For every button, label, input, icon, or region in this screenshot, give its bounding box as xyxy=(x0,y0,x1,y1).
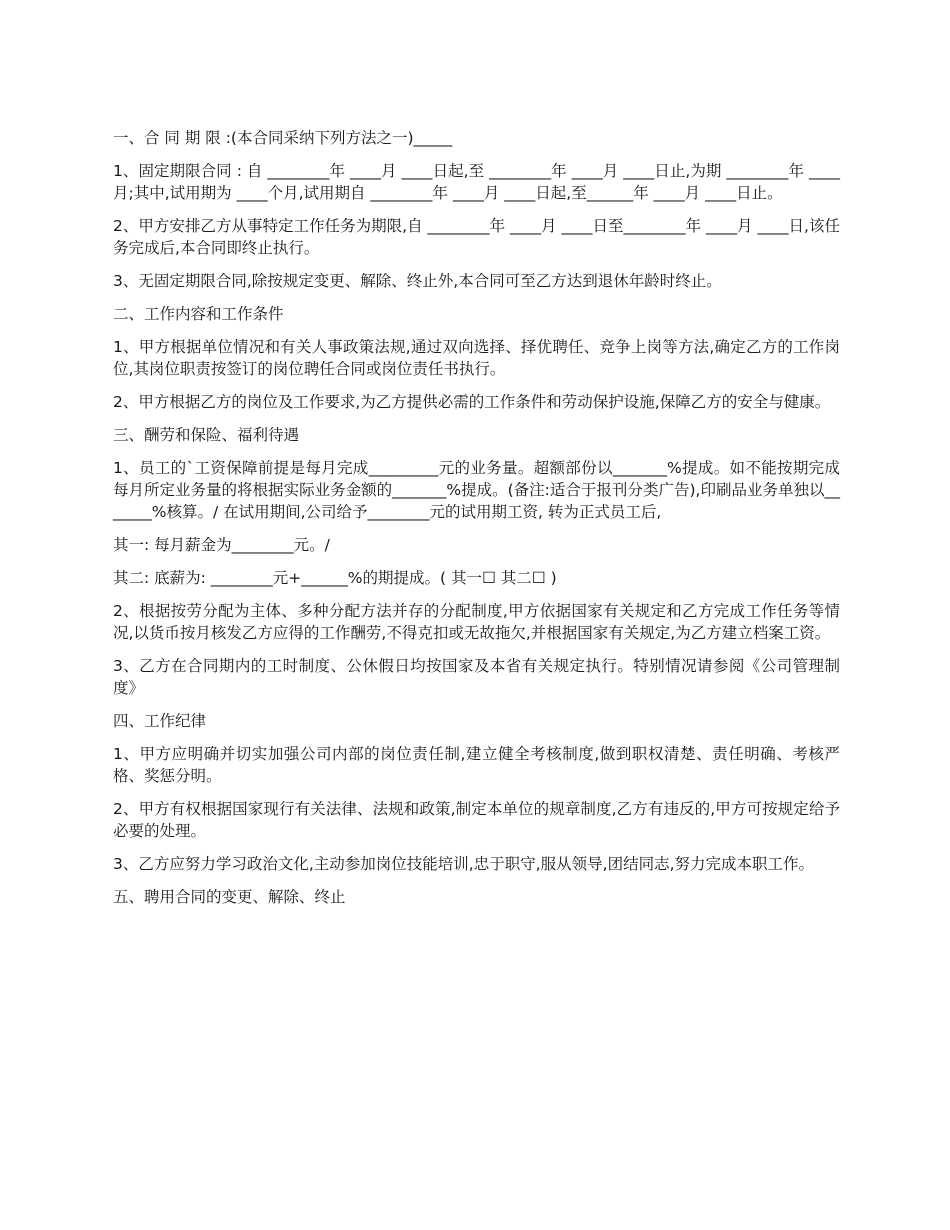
document-page xyxy=(113,127,840,919)
clause-open-term: 3、无固定期限合同,除按规定变更、解除、终止外,本合同可至乙方达到退休年龄时终止。 xyxy=(113,272,722,290)
section-heading-work-content: 二、工作内容和工作条件 xyxy=(113,305,284,323)
section-heading-discipline: 四、工作纪律 xyxy=(113,712,207,730)
clause-study-training: 3、乙方应努力学习政治文化,主动参加岗位技能培训,忠于职守,服从领导,团结同志,努力完成本职工作。 xyxy=(113,855,814,873)
section-heading-term: 一、合 同 期 限 :(本合同采纳下列方法之一)_____ xyxy=(113,129,453,147)
section-heading-compensation: 三、酬劳和保险、福利待遇 xyxy=(113,426,300,444)
clause-option-two: 其二: 底薪为: ________元+______%的期提成。( 其一☐ 其二☐ ) xyxy=(113,569,557,587)
clause-salary-commission: 1、员工的`工资保障前提是每月完成_________元的业务量。超额部份以_______%提成。如不能按期完成每月所定业务量的将根据实际业务金额的_______%提成。(备注:适合于报刊分类广告),印刷品业务单独以_______%核算。/ 在试用期间,公司给予________元的试用期工资, 转为正式员工后, xyxy=(113,459,840,521)
clause-distribution: 2、根据按劳分配为主体、多种分配方法并存的分配制度,甲方依据国家有关规定和乙方完成工作任务等情况,以货币按月核发乙方应得的工作酬劳,不得克扣或无故拖欠,并根据国家有关规定,为乙方建立档案工资。 xyxy=(113,602,840,642)
clause-fixed-term: 1、固定期限合同 : 自 ________年 ____月 ____日起,至 ________年 ____月 ____日止,为期 ________年 ____月;其中,试用期为 ____个月,试用期自 ________年 ____月 ____日起,至______年 ____月 ____日止。 xyxy=(113,162,840,202)
section-heading-contract-change: 五、聘用合同的变更、解除、终止 xyxy=(113,888,346,906)
clause-task-term: 2、甲方安排乙方从事特定工作任务为期限,自 ________年 ____月 ____日至________年 ____月 ____日,该任务完成后,本合同即终止执行。 xyxy=(113,217,840,257)
clause-option-one: 其一: 每月薪金为________元。/ xyxy=(113,536,330,554)
clause-regulations: 2、甲方有权根据国家现行有关法律、法规和政策,制定本单位的规章制度,乙方有违反的,甲方可按规定给予必要的处理。 xyxy=(113,800,840,840)
clause-responsibility-system: 1、甲方应明确并切实加强公司内部的岗位责任制,建立健全考核制度,做到职权清楚、责任明确、考核严格、奖惩分明。 xyxy=(113,745,840,785)
clause-job-position: 1、甲方根据单位情况和有关人事政策法规,通过双向选择、择优聘任、竞争上岗等方法,确定乙方的工作岗位,其岗位职责按签订的岗位聘任合同或岗位责任书执行。 xyxy=(113,338,840,378)
clause-work-conditions: 2、甲方根据乙方的岗位及工作要求,为乙方提供必需的工作条件和劳动保护设施,保障乙方的安全与健康。 xyxy=(113,393,831,411)
clause-working-hours: 3、乙方在合同期内的工时制度、公休假日均按国家及本省有关规定执行。特别情况请参阅《公司管理制度》 xyxy=(113,657,840,697)
